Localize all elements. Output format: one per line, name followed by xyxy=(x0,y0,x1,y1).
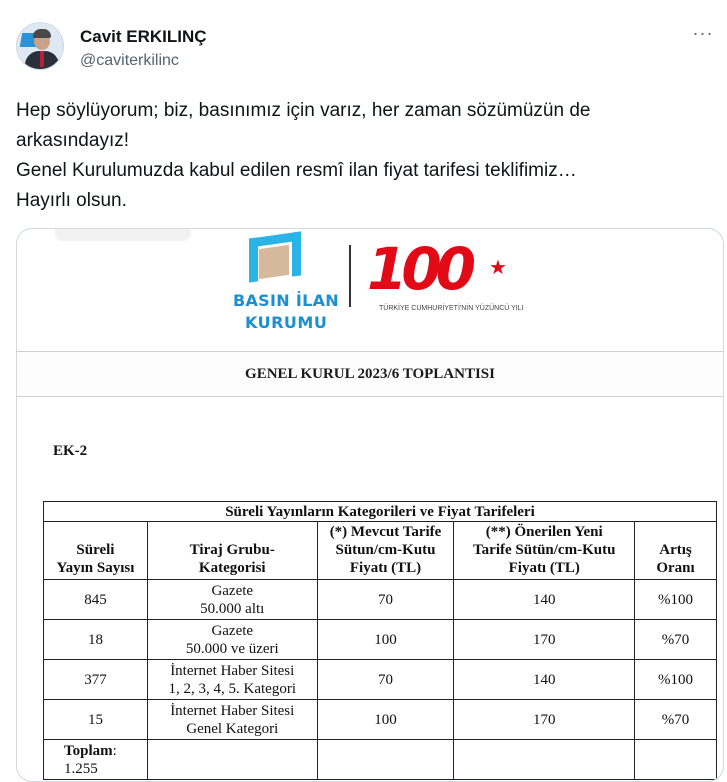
more-horizontal-icon[interactable]: ··· xyxy=(692,23,714,43)
cell-proposed: 140 xyxy=(454,580,635,620)
total-value: 1.255 xyxy=(64,760,98,777)
table-row xyxy=(44,700,717,740)
tweet-media-image[interactable] xyxy=(16,228,724,782)
table-row xyxy=(44,620,717,660)
empty-cell xyxy=(317,740,454,780)
cell-current: 70 xyxy=(317,660,454,700)
tweet-text xyxy=(16,96,696,216)
cell-proposed: 140 xyxy=(454,660,635,700)
tariff-table xyxy=(43,501,717,780)
cell-count: 377 xyxy=(44,660,148,700)
cell-increase: %70 xyxy=(635,700,717,740)
centennial-caption: TÜRKİYE CUMHURİYETİ'NİN YÜZÜNCÜ YILI xyxy=(379,305,524,312)
basin-ilan-logo-icon xyxy=(241,231,313,281)
org-logo-line2: KURUMU xyxy=(245,313,328,332)
meeting-title: GENEL KURUL 2023/6 TOPLANTISI xyxy=(245,366,495,382)
crescent-star-icon: ★ xyxy=(489,257,507,279)
total-label: Toplam xyxy=(64,742,113,759)
cell-category: Gazete 50.000 ve üzeri xyxy=(147,620,317,660)
annex-label: EK-2 xyxy=(53,443,88,459)
table-total-row xyxy=(44,740,717,780)
cell-proposed: 170 xyxy=(454,620,635,660)
logo-divider xyxy=(349,245,351,307)
cell-increase: %70 xyxy=(635,620,717,660)
cell-count: 15 xyxy=(44,700,148,740)
table-caption: Süreli Yayınların Kategorileri ve Fiyat Tarifeleri xyxy=(44,502,717,522)
avatar-tie xyxy=(40,51,44,67)
cell-increase: %100 xyxy=(635,580,717,620)
avatar[interactable] xyxy=(16,22,64,70)
org-logo-line1: BASIN İLAN xyxy=(233,291,339,310)
display-name[interactable]: Cavit ERKILINÇ xyxy=(80,27,207,46)
empty-cell xyxy=(454,740,635,780)
cell-proposed: 170 xyxy=(454,700,635,740)
tweet-line-3: Hayırlı olsun. xyxy=(16,190,127,211)
user-handle[interactable]: @caviterkilinc xyxy=(80,52,179,69)
centennial-number: 100 xyxy=(367,235,471,303)
avatar-hair xyxy=(33,29,51,38)
table-row xyxy=(44,580,717,620)
column-header: Süreli Yayın Sayısı xyxy=(44,522,148,580)
cell-current: 100 xyxy=(317,620,454,660)
cell-category: İnternet Haber Sitesi Genel Kategori xyxy=(147,700,317,740)
cell-current: 100 xyxy=(317,700,454,740)
centennial-logo xyxy=(367,235,524,315)
empty-cell xyxy=(635,740,717,780)
column-header: Artış Oranı xyxy=(635,522,717,580)
column-header: (**) Önerilen Yeni Tarife Sütün/cm-Kutu Fiyatı (TL) xyxy=(454,522,635,580)
cell-count: 18 xyxy=(44,620,148,660)
cell-count: 845 xyxy=(44,580,148,620)
table-row xyxy=(44,660,717,700)
cell-category: İnternet Haber Sitesi 1, 2, 3, 4, 5. Kategori xyxy=(147,660,317,700)
document-edge xyxy=(55,229,191,241)
column-header: (*) Mevcut Tarife Sütun/cm-Kutu Fiyatı (TL) xyxy=(317,522,454,580)
cell-increase: %100 xyxy=(635,660,717,700)
tweet-line-2: Genel Kurulumuzda kabul edilen resmî ilan fiyat tarifesi teklifimiz… xyxy=(16,160,577,181)
cell-category: Gazete 50.000 altı xyxy=(147,580,317,620)
tweet-header xyxy=(16,22,716,78)
cell-current: 70 xyxy=(317,580,454,620)
total-cell: Toplam: 1.255 xyxy=(44,740,148,780)
document-header-bar xyxy=(17,351,723,397)
column-header: Tiraj Grubu- Kategorisi xyxy=(147,522,317,580)
tweet-line-1: Hep söylüyorum; biz, basınımız için varız, her zaman sözümüzün de arkasındayız! xyxy=(16,100,596,151)
empty-cell xyxy=(147,740,317,780)
table-header-row xyxy=(44,522,717,580)
logo-frame xyxy=(249,231,301,282)
